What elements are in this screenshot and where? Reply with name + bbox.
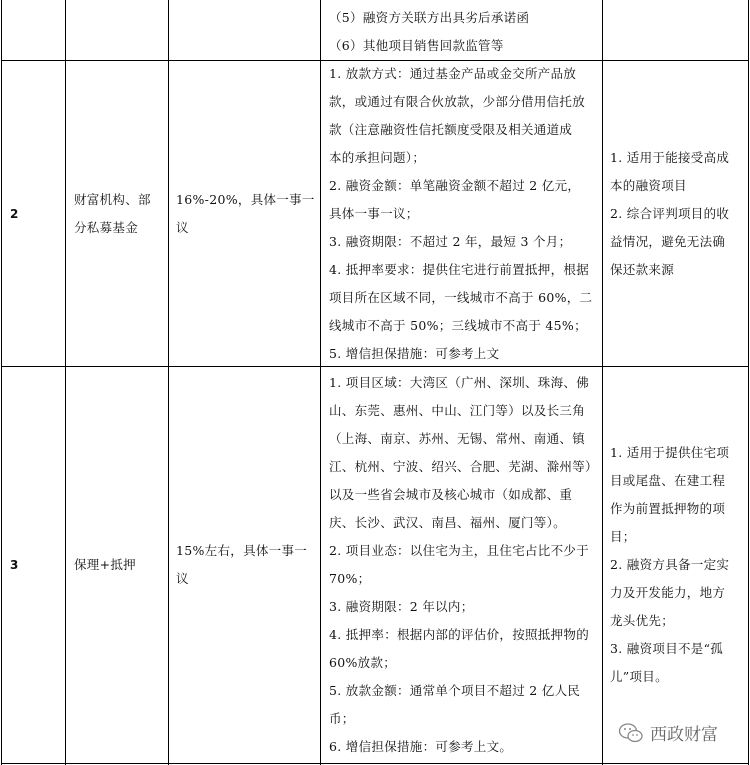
watermark-text: 西政财富 bbox=[650, 725, 718, 745]
table-border bbox=[1, 763, 749, 764]
text-line: 本的融资项目 bbox=[610, 177, 687, 193]
text-line: 保还款来源 bbox=[610, 261, 675, 277]
text-line: （5）融资方关联方出具劣后承诺函 bbox=[329, 10, 530, 25]
table-border bbox=[1, 0, 2, 765]
text-line: 3. 融资期限：2 年以内； bbox=[329, 599, 474, 614]
cell-applicability bbox=[610, 0, 746, 64]
text-line: 2. 融资方具备一定实 bbox=[610, 557, 730, 572]
cell-institution bbox=[74, 367, 166, 763]
text-line: 保理+抵押 bbox=[74, 557, 136, 572]
text-line: 2. 项目业态：以住宅为主，且住宅占比不少于 bbox=[329, 543, 590, 558]
text-line: 分私募基金 bbox=[74, 219, 139, 235]
text-line: 2. 综合评判项目的收 bbox=[610, 205, 730, 221]
text-line: 本的承担问题）； bbox=[329, 149, 426, 165]
cell-num bbox=[10, 367, 60, 763]
text-line: 益情况，避免无法确 bbox=[610, 233, 726, 249]
table-border bbox=[65, 0, 66, 765]
cell-num bbox=[10, 0, 60, 64]
text-line: 1. 项目区域：大湾区（广州、深圳、珠海、佛 bbox=[329, 375, 590, 390]
cell-terms bbox=[329, 367, 601, 763]
cell-rate bbox=[176, 367, 318, 763]
cell-terms bbox=[329, 61, 601, 366]
cell-applicability bbox=[610, 367, 746, 763]
text-line: 庆、长沙、武汉、南昌、福州、厦门等）。 bbox=[329, 515, 566, 530]
text-line: 款（注意融资性信托额度受限及相关通道成 bbox=[329, 121, 573, 137]
cell-institution bbox=[74, 61, 166, 366]
text-line: 儿”项目。 bbox=[610, 669, 668, 684]
text-line: 60%放款； bbox=[329, 655, 397, 670]
cell-num bbox=[10, 61, 60, 366]
text-line: 力及开发能力，地方 bbox=[610, 585, 726, 600]
text-line: 1. 放款方式：通过基金产品或金交所产品放 bbox=[329, 65, 577, 81]
text-line: 项目所在区域不同，一线城市不高于 60%，二 bbox=[329, 289, 593, 305]
text-line: 作为前置抵押物的项 bbox=[610, 501, 726, 516]
cell-applicability bbox=[610, 61, 746, 366]
table-border bbox=[748, 0, 749, 765]
text-line: 议 bbox=[176, 219, 189, 235]
text-line: 15%左右，具体一事一 bbox=[176, 543, 308, 558]
cell-rate bbox=[176, 0, 318, 64]
text-line: 线城市不高于 50%；三线城市不高于 45%； bbox=[329, 317, 587, 333]
text-line: 财富机构、部 bbox=[74, 191, 151, 207]
cell-rate bbox=[176, 61, 318, 366]
text-line: 3. 融资项目不是“孤 bbox=[610, 641, 724, 656]
cell-terms bbox=[329, 0, 601, 64]
text-line: 16%-20%，具体一事一 bbox=[176, 191, 315, 207]
text-line: 龙头优先； bbox=[610, 613, 675, 628]
text-line: 币； bbox=[329, 711, 355, 726]
text-line: 2. 融资金额：单笔融资金额不超过 2 亿元， bbox=[329, 177, 581, 193]
text-line: 1. 适用于能接受高成 bbox=[610, 149, 730, 165]
text-line: （6）其他项目销售回款监管等 bbox=[329, 38, 504, 53]
cell-institution bbox=[74, 0, 166, 64]
row-number: 3 bbox=[10, 558, 19, 572]
text-line: 具体一事一议； bbox=[329, 205, 419, 221]
text-line: 1. 适用于提供住宅项 bbox=[610, 445, 730, 460]
text-line: 目或尾盘、在建工程 bbox=[610, 473, 726, 488]
text-line: 山、东莞、惠州、中山、江门等）以及长三角 bbox=[329, 403, 586, 418]
text-line: 4. 抵押率要求：提供住宅进行前置抵押，根据 bbox=[329, 261, 590, 277]
row-number: 2 bbox=[10, 206, 19, 221]
table-border bbox=[602, 0, 603, 765]
text-line: 6. 增信担保措施：可参考上文。 bbox=[329, 739, 513, 754]
text-line: 70%； bbox=[329, 571, 371, 586]
text-line: 款，或通过有限合伙放款，少部分借用信托放 bbox=[329, 93, 586, 109]
wechat-icon bbox=[618, 722, 644, 744]
text-line: 议 bbox=[176, 571, 189, 586]
text-line: 目； bbox=[610, 529, 636, 544]
watermark bbox=[618, 720, 718, 745]
text-line: 3. 融资期限：不超过 2 年，最短 3 个月； bbox=[329, 233, 572, 249]
table-border bbox=[168, 0, 169, 765]
text-line: 4. 抵押率：根据内部的评估价，按照抵押物的 bbox=[329, 627, 590, 642]
table-border bbox=[320, 0, 321, 765]
text-line: 5. 增信担保措施：可参考上文 bbox=[329, 345, 500, 361]
text-line: 江、杭州、宁波、绍兴、合肥、芜湖、滁州等） bbox=[329, 459, 598, 474]
text-line: 以及一些省会城市及核心城市（如成都、重 bbox=[329, 487, 573, 502]
text-line: 5. 放款金额：通常单个项目不超过 2 亿人民 bbox=[329, 683, 581, 698]
text-line: （上海、南京、苏州、无锡、常州、南通、镇 bbox=[329, 431, 586, 446]
